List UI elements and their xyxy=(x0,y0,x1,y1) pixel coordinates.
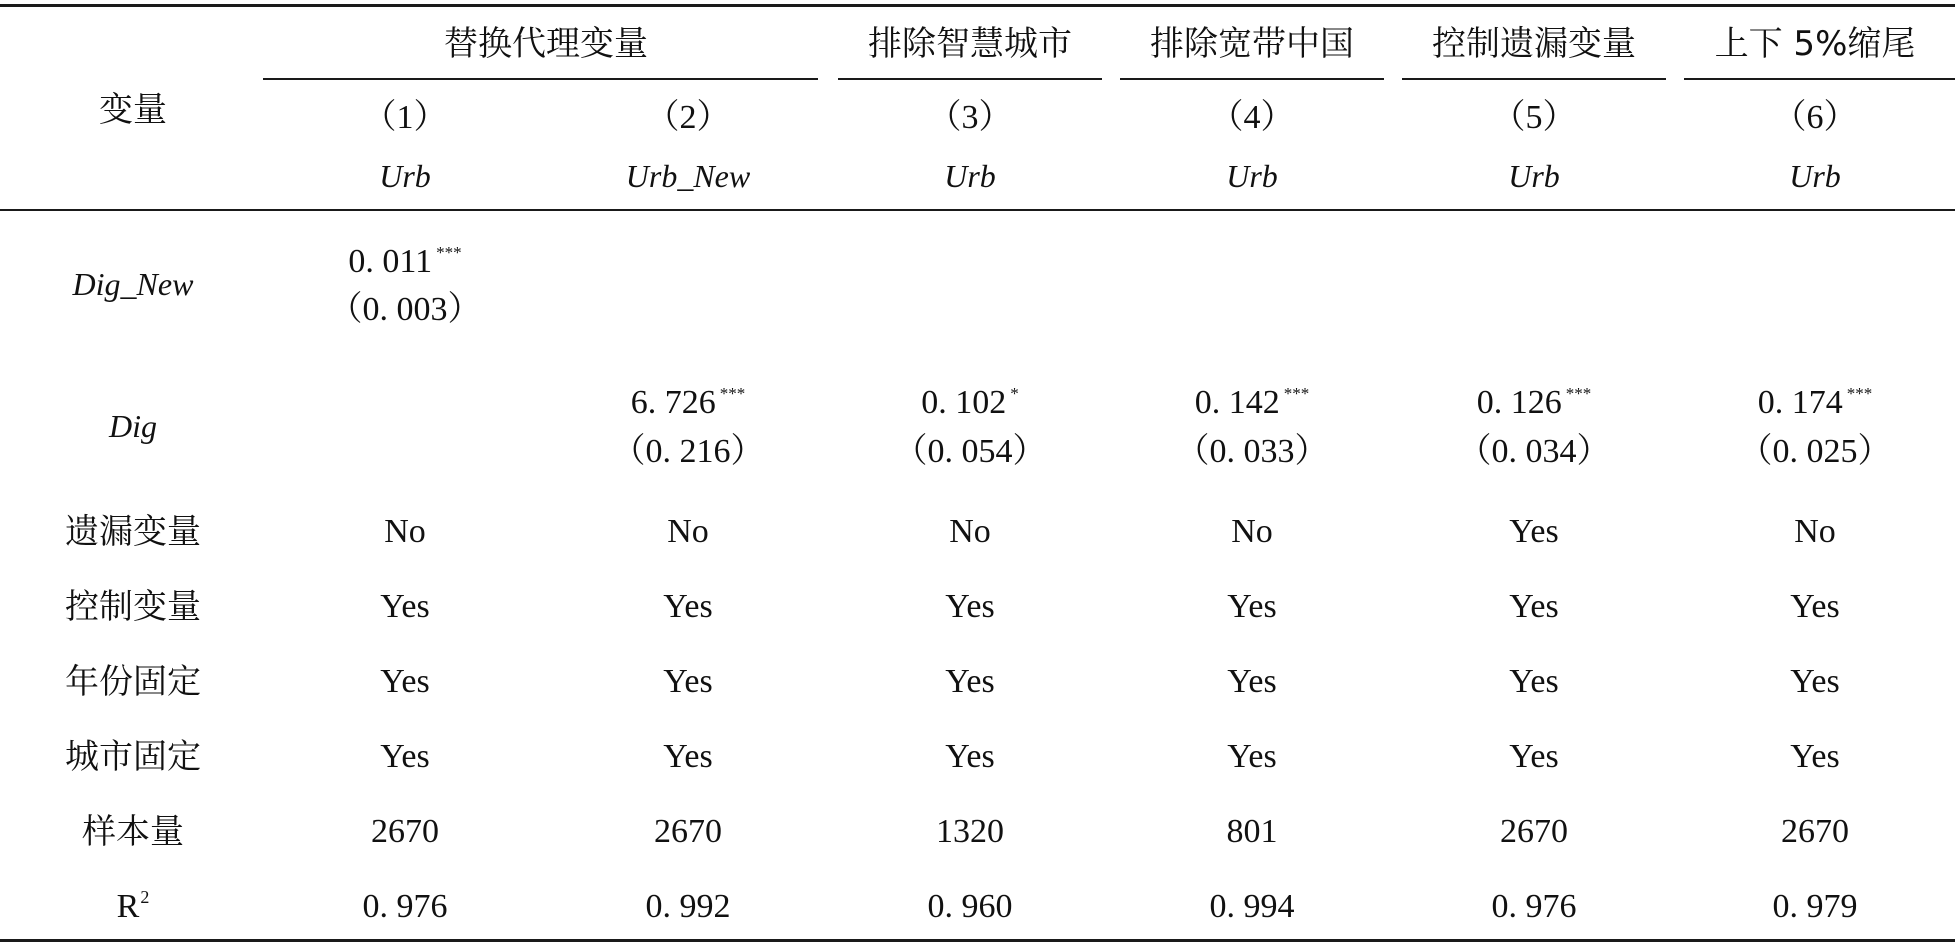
col-number-6: （6） xyxy=(1772,99,1858,136)
controls-col-2: Yes xyxy=(663,588,713,625)
coef-value: 0. 142 xyxy=(1194,384,1280,421)
dig-coef-5 xyxy=(1477,386,1592,420)
group-underline-4 xyxy=(1402,78,1666,80)
year-fe-col-6: Yes xyxy=(1790,663,1840,700)
dep-var-3: Urb xyxy=(944,158,996,194)
col-number-2: （2） xyxy=(645,99,731,136)
city-fe-col-5: Yes xyxy=(1509,738,1559,775)
coef-value: 0. 174 xyxy=(1757,384,1843,421)
omitted-col-5: Yes xyxy=(1509,513,1559,550)
dig-se-5: （0. 034） xyxy=(1457,433,1611,470)
r-label: R xyxy=(116,888,140,925)
row-label-dig-new: Dig_New xyxy=(72,266,194,302)
city-fe-col-4: Yes xyxy=(1227,738,1277,775)
sample-size-col-1: 2670 xyxy=(371,813,439,850)
omitted-col-6: No xyxy=(1794,513,1836,550)
r-squared-col-5: 0. 976 xyxy=(1491,888,1577,925)
row-label-controls: 控制变量 xyxy=(65,587,201,627)
row-label-city-fe: 城市固定 xyxy=(65,737,201,777)
dig-coef-6 xyxy=(1758,386,1873,420)
significance-stars: *** xyxy=(1565,384,1592,403)
year-fe-col-5: Yes xyxy=(1509,663,1559,700)
controls-col-5: Yes xyxy=(1509,588,1559,625)
group-header-exclude-broadband: 排除宽带中国 xyxy=(1150,24,1354,64)
col-number-5: （5） xyxy=(1491,99,1577,136)
r-squared-col-3: 0. 960 xyxy=(927,888,1013,925)
city-fe-col-1: Yes xyxy=(380,738,430,775)
dep-var-6: Urb xyxy=(1789,158,1841,194)
sample-size-col-6: 2670 xyxy=(1781,813,1849,850)
group-underline-1 xyxy=(263,78,818,80)
sample-size-col-3: 1320 xyxy=(936,813,1004,850)
dig-se-4: （0. 033） xyxy=(1175,433,1329,470)
omitted-col-4: No xyxy=(1231,513,1273,550)
dig-se-6: （0. 025） xyxy=(1738,433,1892,470)
group-header-omitted-variables: 控制遗漏变量 xyxy=(1432,24,1636,64)
row-label-omitted-variables: 遗漏变量 xyxy=(65,512,201,552)
r-squared-col-6: 0. 979 xyxy=(1772,888,1858,925)
dig-coef-2 xyxy=(631,386,746,420)
dig-coef-4 xyxy=(1195,386,1310,420)
group-underline-5 xyxy=(1684,78,1955,80)
controls-col-3: Yes xyxy=(945,588,995,625)
r-squared-col-4: 0. 994 xyxy=(1209,888,1295,925)
group-underline-3 xyxy=(1120,78,1384,80)
year-fe-col-3: Yes xyxy=(945,663,995,700)
header-rule xyxy=(0,209,1955,211)
city-fe-col-2: Yes xyxy=(663,738,713,775)
significance-stars: *** xyxy=(1283,384,1310,403)
row-label-r-squared xyxy=(116,887,150,925)
dep-var-1: Urb xyxy=(379,158,431,194)
group-header-replace-proxy: 替换代理变量 xyxy=(444,24,648,64)
significance-stars: * xyxy=(1010,384,1019,403)
city-fe-col-3: Yes xyxy=(945,738,995,775)
year-fe-col-4: Yes xyxy=(1227,663,1277,700)
group-header-exclude-smart-city: 排除智慧城市 xyxy=(868,24,1072,64)
sample-size-col-2: 2670 xyxy=(654,813,722,850)
row-label-dig: Dig xyxy=(109,408,157,444)
row-label-sample-size: 样本量 xyxy=(82,812,184,852)
dep-var-2: Urb_New xyxy=(625,158,751,194)
controls-col-1: Yes xyxy=(380,588,430,625)
r-label-superscript: 2 xyxy=(140,887,150,907)
omitted-col-2: No xyxy=(667,513,709,550)
row-label-year-fe: 年份固定 xyxy=(65,662,201,702)
col-number-1: （1） xyxy=(362,99,448,136)
year-fe-col-1: Yes xyxy=(380,663,430,700)
dep-var-5: Urb xyxy=(1508,158,1560,194)
group-underline-2 xyxy=(838,78,1102,80)
r-squared-col-2: 0. 992 xyxy=(645,888,731,925)
coef-value: 0. 126 xyxy=(1476,384,1562,421)
city-fe-col-6: Yes xyxy=(1790,738,1840,775)
dig-se-2: （0. 216） xyxy=(611,433,765,470)
significance-stars: *** xyxy=(436,243,462,262)
controls-col-4: Yes xyxy=(1227,588,1277,625)
col-number-4: （4） xyxy=(1209,99,1295,136)
top-rule xyxy=(0,4,1955,7)
significance-stars: *** xyxy=(1846,384,1873,403)
omitted-col-3: No xyxy=(949,513,991,550)
coef-value: 0. 102 xyxy=(921,384,1007,421)
variable-header: 变量 xyxy=(99,90,167,130)
col-number-3: （3） xyxy=(927,99,1013,136)
dig-new-coef-1 xyxy=(348,245,461,279)
dig-new-se-1: （0. 003） xyxy=(328,291,482,328)
controls-col-6: Yes xyxy=(1790,588,1840,625)
sample-size-col-5: 2670 xyxy=(1500,813,1568,850)
omitted-col-1: No xyxy=(384,513,426,550)
coef-value: 6. 726 xyxy=(630,384,716,421)
r-squared-col-1: 0. 976 xyxy=(362,888,448,925)
year-fe-col-2: Yes xyxy=(663,663,713,700)
bottom-rule xyxy=(0,939,1955,942)
group-header-winsorize: 上下 5%缩尾 xyxy=(1714,24,1916,64)
coef-value: 0. 011 xyxy=(348,243,433,280)
dep-var-4: Urb xyxy=(1226,158,1278,194)
sample-size-col-4: 801 xyxy=(1226,813,1278,850)
dig-se-3: （0. 054） xyxy=(893,433,1047,470)
dig-coef-3 xyxy=(921,386,1019,420)
significance-stars: *** xyxy=(719,384,746,403)
